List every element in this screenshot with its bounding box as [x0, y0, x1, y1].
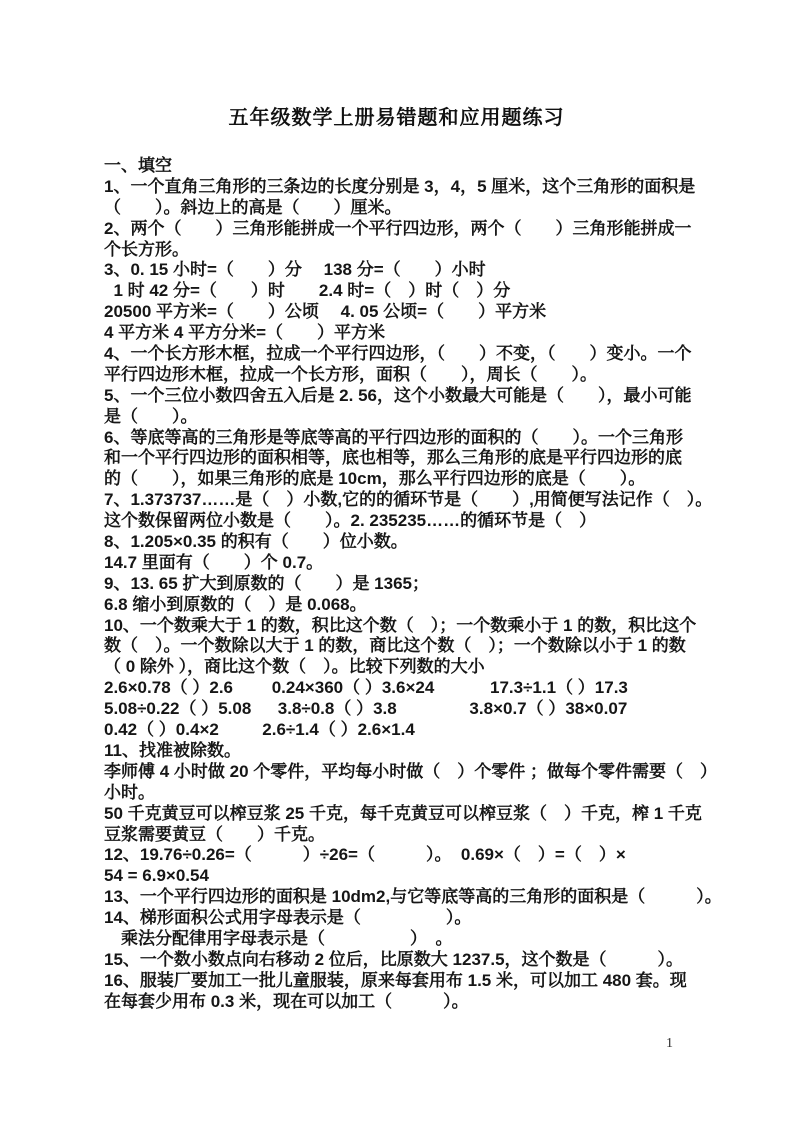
document-body [104, 156, 722, 1013]
text-line: 1 时 42 分=（ ）时 2.4 时=（ ）时（ ）分 [104, 281, 511, 301]
text-line: 6、等底等高的三角形是等底等高的平行四边形的面积的（ ）。一个三角形 [104, 427, 683, 447]
text-line: 李师傅 4 小时做 20 个零件，平均每小时做（ ）个零件 ；做每个零件需要（ ） [104, 761, 717, 781]
text-line: 15、一个数小数点向右移动 2 位后，比原数大 1237.5，这个数是（ ）。 [104, 949, 684, 969]
text-line: 50 千克黄豆可以榨豆浆 25 千克，每千克黄豆可以榨豆浆（ ）千克，榨 1 千克 [104, 803, 702, 823]
text-line: 4、一个长方形木框，拉成一个平行四边形，（ ）不变，（ ）变小。一个 [104, 344, 692, 364]
text-line: 豆浆需要黄豆（ ）千克。 [104, 824, 325, 844]
text-line: 20500 平方米=（ ）公顷 4. 05 公顷=（ ）平方米 [104, 302, 547, 322]
text-line: 平行四边形木框，拉成一个长方形，面积（ ），周长（ ）。 [104, 364, 597, 384]
text-line: 12、19.76÷0.26=（ ）÷26=（ ）。 0.69×（ ）=（ ）× [104, 845, 626, 865]
text-line: 是（ ）。 [104, 406, 198, 426]
text-line: 14、梯形面积公式用字母表示是（ ）。 [104, 908, 472, 928]
text-line: 3、0. 15 小时=（ ）分 138 分=（ ）小时 [104, 260, 486, 280]
text-line: （ 0 除外 ），商比这个数（ ）。比较下列数的大小 [104, 657, 485, 677]
text-line: 乘法分配律用字母表示是（ ） 。 [104, 928, 453, 948]
text-line: 54 = 6.9×0.54 [104, 866, 209, 886]
text-line: 6.8 缩小到原数的（ ）是 0.068。 [104, 594, 367, 614]
text-line: 13、一个平行四边形的面积是 10dm2,与它等底等高的三角形的面积是（ ）。 [104, 887, 722, 907]
text-line: 5.08÷0.22（ ）5.08 3.8÷0.8（ ）3.8 3.8×0.7（ ）38×0.07 [104, 699, 628, 719]
text-line: （ ）。斜边上的高是（ ）厘米。 [104, 197, 402, 217]
text-line: 数（ ）。一个数除以大于 1 的数，商比这个数（ ）；一个数除以小于 1 的数 [104, 636, 686, 656]
text-line: 在每套少用布 0.3 米，现在可以加工（ ）。 [104, 991, 469, 1011]
document-title: 五年级数学上册易错题和应用题练习 [228, 107, 565, 129]
text-line: 11、找准被除数。 [104, 740, 241, 760]
text-line: 的（ ），如果三角形的底是 10cm，那么平行四边形的底是（ ）。 [104, 469, 646, 489]
text-line: 2、两个（ ）三角形能拼成一个平行四边形，两个（ ）三角形能拼成一 [104, 218, 692, 238]
text-line: 0.42（ ）0.4×2 2.6÷1.4（ ）2.6×1.4 [104, 720, 415, 740]
text-line: 5、一个三位小数四舍五入后是 2. 56，这个小数最大可能是（ ），最小可能 [104, 385, 692, 405]
text-line: 一、填空 [104, 156, 172, 175]
text-line: 14.7 里面有（ ）个 0.7。 [104, 552, 324, 572]
text-line: 1、一个直角三角形的三条边的长度分别是 3，4，5 厘米，这个三角形的面积是 [104, 176, 696, 196]
text-line: 和一个平行四边形的面积相等，底也相等，那么三角形的底是平行四边形的底 [104, 448, 682, 468]
page-number: 1 [666, 1036, 673, 1051]
text-line: 8、1.205×0.35 的积有（ ）位小数。 [104, 532, 408, 552]
text-line: 16、服装厂要加工一批儿童服装，原来每套用布 1.5 米，可以加工 480 套。现 [104, 970, 687, 990]
text-line: 这个数保留两位小数是（ ）。2. 235235……的循环节是（ ） [104, 511, 597, 531]
text-line: 4 平方米 4 平方分米=（ ）平方米 [104, 323, 386, 343]
text-line: 7、1.373737……是（ ）小数,它的的循环节是（ ）,用简便写法记作（ ）。 [104, 490, 713, 510]
text-line: 个长方形。 [104, 239, 189, 259]
text-line: 9、13. 65 扩大到原数的（ ）是 1365； [104, 573, 429, 593]
text-line: 10、一个数乘大于 1 的数，积比这个数（ ）；一个数乘小于 1 的数，积比这个 [104, 615, 697, 635]
text-line: 2.6×0.78（ ）2.6 0.24×360（ ）3.6×24 17.3÷1.1（ ）17.3 [104, 678, 628, 698]
text-line: 小时。 [104, 782, 155, 802]
